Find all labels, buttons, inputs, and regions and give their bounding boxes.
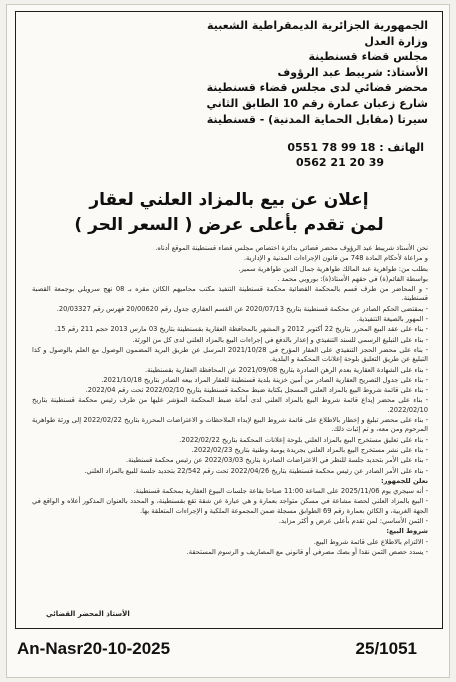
notice-body [32, 244, 428, 558]
body-paragraph: - و المحاضر من طرف قسم بالمحكمة القضائية محكمة قسنطينة التنفيذ مكتب محاميهم الكائن مقره بـ 08 نهج سرويلي بوجمعة القصبة قسنطينة. [32, 285, 428, 303]
body-paragraph: - الالتزام بالاطلاع على قائمة شروط البيع. [313, 537, 428, 546]
phone-block [287, 140, 424, 170]
body-paragraph: بواسطة القائم(ة) في حقهم الأستاذ(ة): بوروبي محمد . [277, 274, 428, 283]
body-paragraph: - بناء على قائمة شروط البيع بالمزاد العلني المسجل بكتابة ضبط محكمة قسنطينة بتاريخ 2022/02/10 تحت رقم 2022/04. [85, 386, 428, 395]
phone-label: الهاتف : [379, 141, 424, 154]
header-line: مجلس قضاء قسنطينة [308, 50, 428, 64]
title-line-1: إعلان عن بيع بالمزاد العلني لعقار [89, 190, 369, 210]
body-paragraph: - يسدد حصص الثمن نقدا أو بصك مصرفي أو قانوني مع المصاريف و الرسوم المستحقة. [186, 547, 428, 556]
body-paragraph: - الثمن الأساسي: لمن تقدم بأعلى عرض و أكثر مزايد. [278, 517, 428, 526]
phone-number-2: 0562 21 20 39 [295, 156, 384, 169]
body-paragraph: نحن الأستاذ شريبط عبد الرؤوف محضر قضائي بدائرة اختصاص مجلس قضاء قسنطينة الموقع أدناه. [155, 244, 428, 252]
newspaper-clipping [6, 4, 450, 678]
body-paragraph: شروط البيع: [386, 527, 428, 536]
body-paragraph: بطلب من: طواهرية عبد المالك طواهرية جمال الدين طواهرية سمير. [238, 264, 428, 273]
notice-header [206, 18, 428, 127]
publication-date: An-Nasr20-10-2025 [17, 639, 171, 658]
clipping-footer [15, 631, 443, 667]
title-line-2: لمن تقدم بأعلى عرض ( السعر الحر ) [74, 215, 384, 235]
phone-line-1 [287, 140, 424, 155]
header-line: وزارة العدل [364, 34, 428, 48]
header-line: الأستاذ: شريبط عبد الرؤوف [277, 65, 428, 79]
phone-number-1: 0551 78 99 18 [287, 141, 376, 154]
body-paragraph: - بناء على محضر إيداع قائمة شروط البيع بالمزاد العلني لدى أمانة ضبط المحكمة المؤشر عليها من طرف رئيس محكمة قسنطينة بتاريخ 2022/02/10. [32, 396, 428, 414]
body-paragraph: - البيع بالمزاد العلني لحصة مشاعة في مسكن متواجد بعمارة و هي عبارة عن شقة تقع بقسنطينة، و المحدد بالعنوان المذكور أعلاه و الواقع في الجهة الغربية، و الكائن بعمارة رقم 69 الطوابق مسجلة ضمن المجموعة الملكية و الإجراءات المتعلقة بها. [32, 497, 428, 515]
body-paragraph: - بناء على الأمر بتحديد جلسة للنظر في الاعتراضات الصادرة بتاريخ 2022/03/03 عن رئيس محكمة قسنطينة. [125, 456, 428, 465]
body-paragraph: - أنه سيجري يوم 2025/11/06 على الساعة 11:00 صباحا بقاعة جلسات البيوع العقارية بمحكمة قسنطينة. [133, 487, 428, 496]
body-paragraph: - المهور بالصيغة التنفيذية. [356, 315, 428, 324]
body-paragraph: - بمقتضى الحكم الصادر عن محكمة قسنطينة بتاريخ 2020/07/13 عن القسم العقاري جدول رقم 20/00620 فهرس رقم 20/03327. [56, 304, 428, 313]
notice-frame [15, 11, 443, 629]
body-paragraph: - بناء على الأمر الصادر عن رئيس محكمة قسنطينة بتاريخ 2022/04/26 تحت رقم 22/542 بتحديد جلسة للبيع بالمزاد العلني. [84, 466, 428, 475]
header-line: الجمهورية الجزائرية الديمقراطية الشعبية [207, 19, 428, 32]
phone-line-2 [287, 155, 424, 170]
header-line: سيرتا (مقابل الحماية المدنية) - قسنطينة [206, 112, 428, 126]
header-line: شارع زعبان عمارة رقم 10 الطابق الثاني [206, 96, 428, 110]
body-paragraph: و مراعاة لأحكام المادة 748 من قانون الإجراءات المدنية و الإدارية. [243, 254, 428, 263]
body-paragraph: - بناء على تعليق مستخرج البيع بالمزاد العلني بلوحة إعلانات المحكمة بتاريخ 2022/02/22. [179, 435, 428, 444]
body-paragraph: - بناء على التبليغ الرسمي للسند التنفيذي و إعذار بالدفع في إجراءات البيع بالمزاد العلني لدى كل من الورثة. [132, 335, 428, 344]
body-paragraph: - بناء على عقد البيع المحرر بتاريخ 22 أكتوبر 2012 و المشهر بالمحافظة العقارية بقسنطينة بتاريخ 03 مارس 2013 حجم 211 رقم 15. [54, 325, 428, 334]
reference-number: 25/1051 [355, 639, 417, 658]
signature-label: الأستاذ المحضر القضائي [46, 610, 130, 618]
notice-title [16, 188, 442, 238]
body-paragraph: - بناء على جدول التصريح العقارية الصادر من أمين خزينة بلدية قسنطينة للعقار المراد بيعه الصادر بتاريخ 2021/10/18. [101, 375, 428, 384]
body-paragraph: نعلن للجمهور: [380, 476, 428, 485]
body-paragraph: - بناء على نشر مستخرج البيع بالمزاد العلني بجريدة يومية وطنية بتاريخ 2022/02/23. [191, 445, 428, 454]
body-paragraph: - بناء على الشهادة العقارية بعدم الرهن الصادرة بتاريخ 2021/09/08 عن المحافظة العقارية بقسنطينة. [145, 365, 428, 374]
body-paragraph: - بناء على محضر الحجز التنفيذي على العقار المؤرخ في 2021/10/28 المرسل عن طريق البريد المضمون الوصول مع العلم بالوصول و كذا التبليغ عن طريق التعليق بلوحة إعلانات المحكمة و البلدية. [32, 345, 428, 364]
body-paragraph: - بناء على محضر تبليغ و إخطار بالاطلاع على قائمة شروط البيع لإبداء الملاحظات و الاعتراضات المحررة بتاريخ 2022/02/22 إلى ورثة طواهرية المرحوم ومن معه، و تم إثبات ذلك. [32, 416, 428, 434]
header-line: محضر قضائي لدى مجلس قضاء قسنطينة [206, 81, 428, 95]
